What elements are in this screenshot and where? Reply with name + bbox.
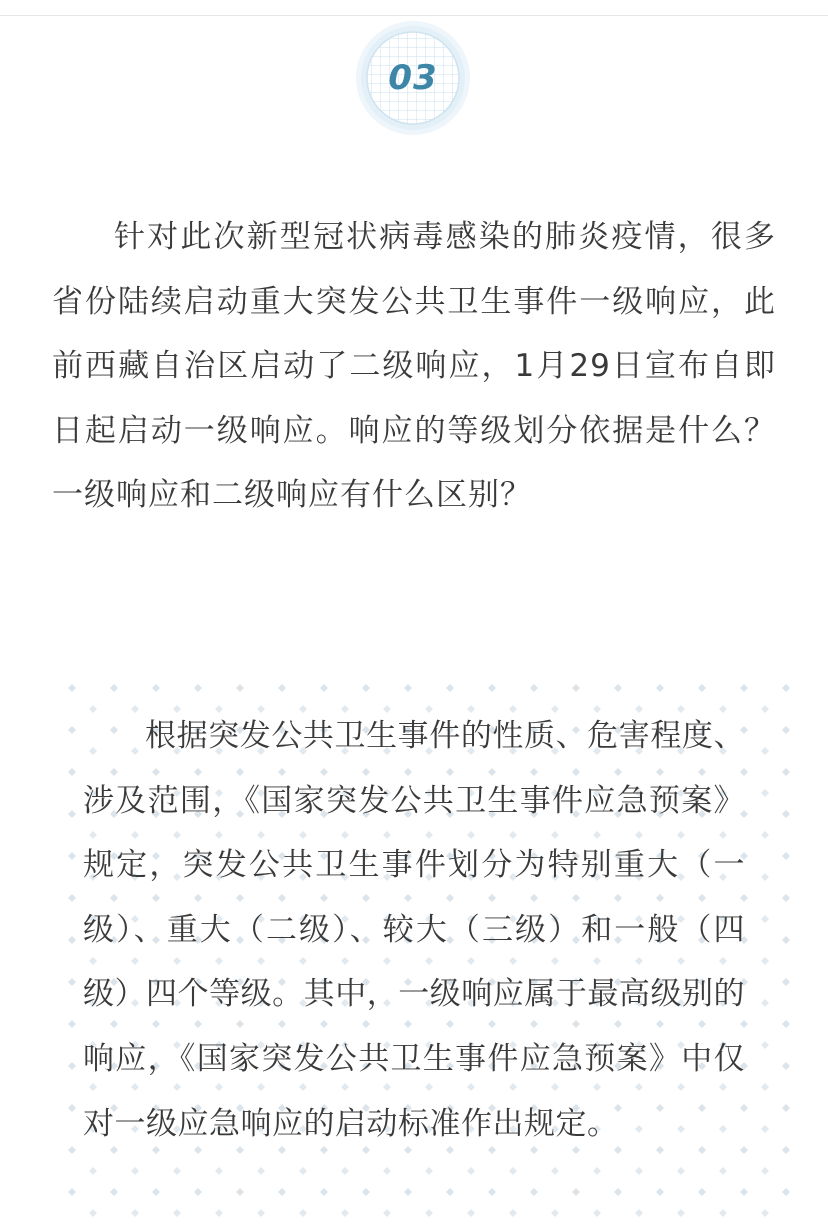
answer-panel xyxy=(60,678,800,1224)
answer-paragraph: 根据突发公共卫生事件的性质、危害程度、涉及范围，《国家突发公共卫生事件应急预案》规定，突发公共卫生事件划分为特别重大（一级）、重大（二级）、较大（三级）和一般（四级）四个等级。其中，一级响应属于最高级别的响应，《国家突发公共卫生事件应急预案》中仅对一级应急响应的启动标准作出规定。 xyxy=(83,718,745,1142)
intro-paragraph: 针对此次新型冠状病毒感染的肺炎疫情，很多省份陆续启动重大突发公共卫生事件一级响应，此前西藏自治区启动了二级响应，1月29日宣布自即日起启动一级响应。响应的等级划分依据是什么？一级响应和二级响应有什么区别？ xyxy=(52,219,776,513)
top-divider xyxy=(0,15,828,16)
section-number: 03 xyxy=(388,58,438,98)
section-number-badge xyxy=(353,20,473,140)
